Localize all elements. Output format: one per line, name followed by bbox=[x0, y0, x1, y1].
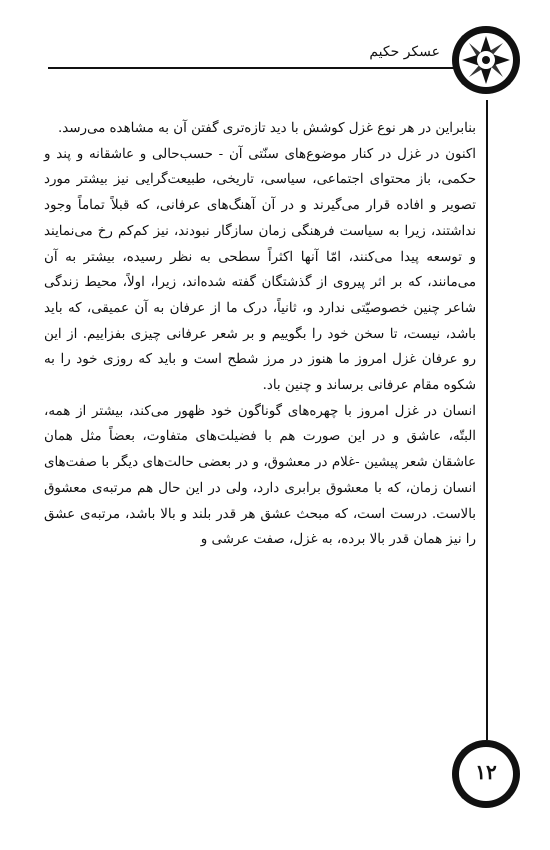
page-number: ۱۲ bbox=[475, 760, 497, 784]
paragraph-2: اکنون در غزل در کنار موضوع‌های سنّتی آن - حسب‌حالی و عاشقانه و پند و حکمی، باز محتوای اجتماعی، سیاسی، تاریخی، طبیعت‌گرایی نیز بیشتر مورد تصویر و افاده قرار می‌گیرند و در آن آهنگ‌های عرفانی، که قبلاً تماماً وجود نداشتند، زیرا به سیاست فرهنگی زمان سازگار نبودند، نیز کم‌کم رخ می‌نمایند و توسعه پیدا می‌کنند، امّا آنها اکثراً سطحی به نظر رسیده، بیشتر به آن می‌مانند، که بر اثر پیروی از گذشتگان گفته شده‌اند، زیرا، اولاً، محیط زندگی شاعر چنین خصوصیّتی ندارد و، ثانیاً، درک ما از عرفان به آن عمیقی، که باید باشد، نیست، تا سخن خود را بگوییم و بر شعر عرفانی چیزی بفزاییم. از این رو عرفان غزل امروز ما هنوز در مرز شطح است و باید که روزی خود را به شکوه مقام عرفانی برساند و چنین باد. bbox=[44, 146, 476, 394]
header-rule bbox=[48, 67, 458, 69]
header-title: عسکر حکیم bbox=[369, 44, 440, 60]
side-rule bbox=[486, 100, 488, 740]
ornament-top-icon bbox=[450, 24, 522, 96]
body-text bbox=[44, 116, 476, 553]
paragraph-3: انسان در غزل امروز با چهره‌های گوناگون خود ظهور می‌کند، بیشتر از همه، البتّه، عاشق و در این صورت هم با فضیلت‌های متفاوت، بعضاً مثل همان عاشقان شعر پیشین -غلام در معشوق، و در بعضی حالت‌های دیگر با صفت‌های انسان زمان، که با معشوق برابری دارد، ولی در این حال هم مرتبه‌ی معشوق بالاست. درست است، که مبحث عشق هر قدر بلند و بالا باشد، مرتبه‌ی عشق را نیز همان قدر بالا برده، به غزل، صفت عرشی و bbox=[44, 403, 476, 548]
paragraph-1: بنابراین در هر نوع غزل کوشش با دید تازه‌تری گفتن آن به مشاهده می‌رسد. bbox=[57, 121, 476, 136]
